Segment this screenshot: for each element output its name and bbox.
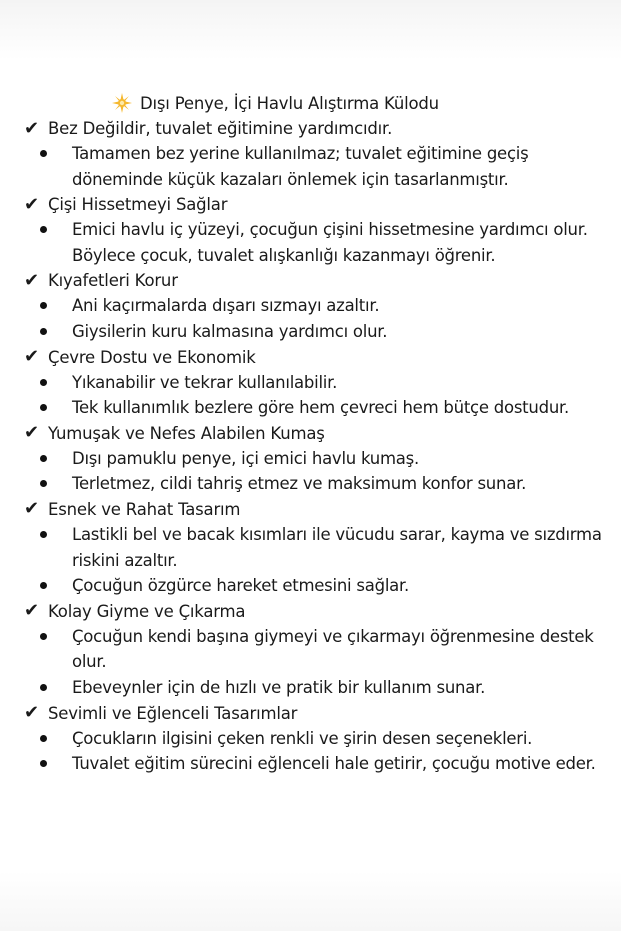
list-item-text: Lastikli bel ve bacak kısımları ile vücudu sarar, kayma ve sızdırma riskini azaltır. — [72, 524, 602, 570]
bullet-dot-icon — [40, 735, 47, 742]
bullet-list — [24, 726, 614, 777]
section-heading-text: Çevre Dostu ve Ekonomik — [48, 347, 256, 367]
check-mark-icon: ✔ — [24, 498, 39, 520]
bullet-dot-icon — [40, 226, 47, 233]
section-heading — [24, 421, 614, 446]
feature-section — [24, 192, 614, 268]
bullet-dot-icon — [40, 684, 47, 691]
bullet-dot-icon — [40, 328, 47, 335]
page-bottom-shade — [0, 871, 621, 931]
list-item-text: Tamamen bez yerine kullanılmaz; tuvalet eğitimine geçiş döneminde küçük kazaları önlemek için tasarlanmıştır. — [72, 144, 529, 189]
check-mark-icon: ✔ — [24, 346, 39, 368]
feature-section — [24, 268, 614, 344]
check-mark-icon: ✔ — [24, 600, 39, 622]
check-mark-icon: ✔ — [24, 193, 39, 215]
list-item — [24, 751, 614, 777]
list-item — [24, 293, 614, 319]
bullet-dot-icon — [40, 302, 47, 309]
list-item-text: Çocuğun özgürce hareket etmesini sağlar. — [72, 576, 410, 596]
list-item-text: Emici havlu iç yüzeyi, çocuğun çişini hissetmesine yardımcı olur. Böylece çocuk, tuvalet alışkanlığı kazanmayı öğrenir. — [72, 220, 588, 265]
list-item — [24, 675, 614, 701]
section-heading-text: Yumuşak ve Nefes Alabilen Kumaş — [48, 423, 325, 443]
list-item — [24, 446, 614, 472]
section-heading — [24, 599, 614, 624]
document-title — [112, 90, 614, 116]
check-mark-icon: ✔ — [24, 702, 39, 723]
bullet-dot-icon — [40, 480, 47, 487]
section-heading-text: Kolay Giyme ve Çıkarma — [48, 601, 246, 621]
section-heading-text: Çişi Hissetmeyi Sağlar — [48, 195, 228, 215]
bullet-list — [24, 217, 614, 268]
list-item-text: Giysilerin kuru kalmasına yardımcı olur. — [72, 321, 388, 341]
bullet-list — [24, 370, 614, 421]
bullet-list — [24, 522, 614, 599]
list-item-text: Yıkanabilir ve tekrar kullanılabilir. — [72, 372, 338, 392]
feature-section — [24, 116, 614, 192]
bullet-dot-icon — [40, 582, 47, 589]
section-heading-text: Kıyafetleri Korur — [48, 271, 178, 291]
bullet-dot-icon — [40, 150, 47, 157]
section-heading — [24, 268, 614, 293]
list-item-text: Ebeveynler için de hızlı ve pratik bir kullanım sunar. — [72, 677, 486, 697]
list-item — [24, 624, 614, 675]
section-heading — [24, 192, 614, 217]
list-item — [24, 319, 614, 345]
list-item-text: Tek kullanımlık bezlere göre hem çevreci hem bütçe dostudur. — [72, 398, 570, 418]
feature-section — [24, 345, 614, 421]
list-item-text: Terletmez, cildi tahriş etmez ve maksimum konfor sunar. — [72, 474, 527, 494]
list-item — [24, 573, 614, 599]
bullet-dot-icon — [40, 531, 47, 538]
bullet-dot-icon — [40, 404, 47, 411]
section-heading-text: Esnek ve Rahat Tasarım — [48, 499, 241, 519]
document-title-text: Dışı Penye, İçi Havlu Alıştırma Külodu — [140, 93, 439, 113]
bullet-dot-icon — [40, 379, 47, 386]
document — [24, 90, 614, 777]
section-heading — [24, 701, 614, 726]
bullet-dot-icon — [40, 633, 47, 640]
bullet-list — [24, 446, 614, 497]
section-heading — [24, 116, 614, 141]
list-item — [24, 726, 614, 752]
check-mark-icon: ✔ — [24, 117, 39, 139]
list-item — [24, 395, 614, 421]
section-heading-text: Sevimli ve Eğlenceli Tasarımlar — [48, 703, 298, 723]
section-heading-text: Bez Değildir, tuvalet eğitimine yardımcıdır. — [48, 119, 393, 138]
bullet-dot-icon — [40, 455, 47, 462]
list-item-text: Ani kaçırmalarda dışarı sızmayı azaltır. — [72, 296, 380, 316]
list-item-text: Çocuğun kendi başına giymeyi ve çıkarmayı öğrenmesine destek olur. — [72, 626, 594, 672]
bullet-list — [24, 141, 614, 192]
feature-section — [24, 701, 614, 777]
list-item — [24, 471, 614, 497]
check-mark-icon: ✔ — [24, 269, 39, 291]
list-item-text: Dışı pamuklu penye, içi emici havlu kumaş. — [72, 448, 420, 468]
list-item-text: Tuvalet eğitim sürecini eğlenceli hale getirir, çocuğu motive eder. — [72, 754, 596, 774]
list-item — [24, 141, 614, 192]
feature-section — [24, 599, 614, 701]
section-heading — [24, 497, 614, 522]
bullet-list — [24, 624, 614, 701]
glowing-star-icon — [112, 93, 132, 113]
check-mark-icon: ✔ — [24, 422, 39, 444]
feature-section — [24, 497, 614, 599]
feature-section — [24, 421, 614, 497]
page-top-shade — [0, 0, 621, 60]
bullet-dot-icon — [40, 760, 47, 767]
list-item — [24, 522, 614, 573]
list-item — [24, 370, 614, 396]
section-heading — [24, 345, 614, 370]
bullet-list — [24, 293, 614, 344]
feature-sections — [24, 116, 614, 777]
list-item — [24, 217, 614, 268]
list-item-text: Çocukların ilgisini çeken renkli ve şirin desen seçenekleri. — [72, 728, 533, 748]
